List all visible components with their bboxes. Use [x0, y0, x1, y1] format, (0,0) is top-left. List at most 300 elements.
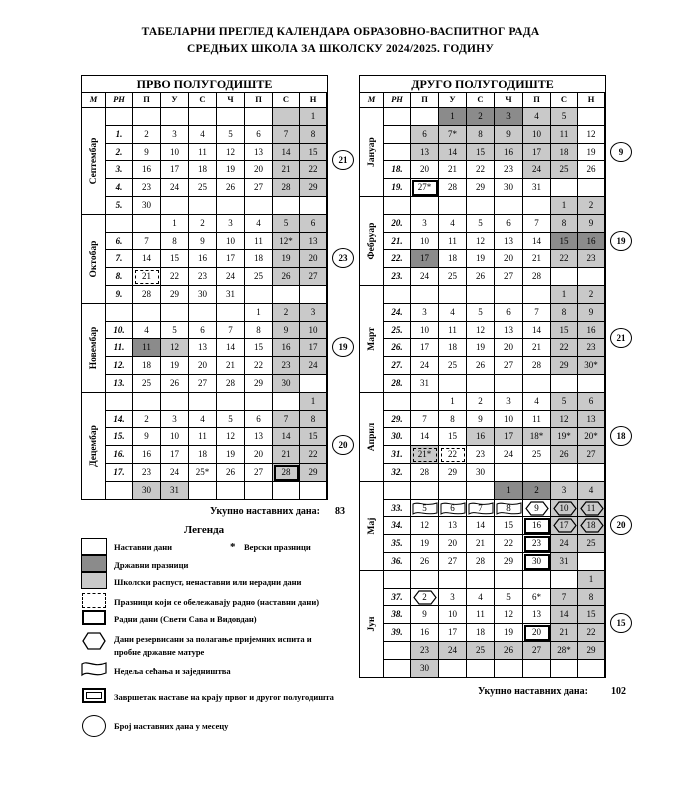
day-cell: 22	[578, 624, 605, 642]
day-cell	[495, 286, 523, 304]
day-cell: 30*	[578, 357, 605, 375]
day-cell	[133, 108, 161, 126]
day-cell	[273, 393, 300, 411]
day-cell	[245, 197, 273, 215]
day-cell: 10	[161, 144, 189, 162]
day-cell: 23	[273, 357, 300, 375]
day-cell: 13	[245, 144, 273, 162]
week-number: 25.	[384, 322, 411, 340]
day-cell: 24	[217, 268, 245, 286]
day-cell: 24	[551, 535, 578, 553]
legend-end-of-semester: Завршетак наставе на крају првог и другог полугодишта	[114, 692, 334, 702]
day-cell: 12	[411, 517, 439, 535]
day-cell: 20	[495, 339, 523, 357]
day-number: 17	[559, 520, 569, 531]
day-cell: 1	[551, 286, 578, 304]
day-cell	[578, 108, 605, 126]
day-cell	[411, 286, 439, 304]
week-number	[384, 108, 411, 126]
day-cell: 19	[161, 357, 189, 375]
day-cell	[495, 197, 523, 215]
day-cell: 2	[467, 108, 495, 126]
day-cell: 27	[495, 357, 523, 375]
day-cell: 13	[411, 144, 439, 162]
first-semester-title: ПРВО ПОЛУГОДИШТЕ	[82, 76, 327, 93]
day-cell: 30	[467, 464, 495, 482]
day-cell	[217, 197, 245, 215]
day-cell: 15	[439, 428, 467, 446]
day-cell: 24	[439, 642, 467, 660]
day-cell: 15	[300, 144, 327, 162]
day-cell: 13	[439, 517, 467, 535]
legend-bold-swatch	[82, 610, 106, 625]
month-name: Јануар	[366, 137, 377, 167]
month-name: Октобар	[88, 240, 99, 278]
day-cell	[495, 571, 523, 589]
day-cell: 29	[245, 375, 273, 393]
document-title-line1: ТАБЕЛАРНИ ПРЕГЛЕД КАЛЕНДАРА ОБРАЗОВНО-ВАСПИТНОГ РАДА	[141, 26, 540, 38]
day-number: 11	[586, 502, 596, 513]
day-cell: 22	[300, 161, 327, 179]
day-cell: 14	[411, 428, 439, 446]
day-cell: 12*	[273, 233, 300, 251]
day-cell	[245, 286, 273, 304]
monthly-count-circle: 18	[610, 426, 632, 446]
day-cell	[411, 197, 439, 215]
day-cell: 25	[467, 642, 495, 660]
day-cell: 5	[467, 215, 495, 233]
day-cell: 25*	[189, 464, 217, 482]
legend-dashed-swatch	[82, 593, 106, 608]
week-number	[384, 197, 411, 215]
legend-state-swatch	[81, 555, 107, 572]
day-cell: 20	[411, 161, 439, 179]
column-header: Ч	[495, 92, 523, 108]
monthly-count-circle: 19	[610, 231, 632, 251]
day-cell	[133, 304, 161, 322]
day-cell: 4	[133, 322, 161, 340]
monthly-count-circle: 20	[610, 515, 632, 535]
day-cell	[523, 375, 551, 393]
week-number: 16.	[106, 446, 133, 464]
day-cell: 12	[217, 144, 245, 162]
day-cell	[439, 571, 467, 589]
day-cell	[273, 108, 300, 126]
first-total-label: Укупно наставних дана:	[210, 506, 320, 517]
day-cell: 20	[245, 161, 273, 179]
day-cell: 17	[161, 446, 189, 464]
month-name: Јун	[366, 616, 377, 632]
week-number	[384, 393, 411, 411]
day-cell: 7*	[439, 126, 467, 144]
month-name: Децембар	[88, 424, 99, 467]
day-cell: 26	[161, 375, 189, 393]
day-cell: 25	[578, 535, 605, 553]
day-cell: 8	[551, 304, 578, 322]
day-cell: 13	[300, 233, 327, 251]
day-cell: 26	[217, 464, 245, 482]
day-cell: 17	[411, 250, 439, 268]
day-cell	[495, 464, 523, 482]
month-label	[82, 215, 106, 304]
day-cell: 5	[551, 393, 578, 411]
day-cell	[245, 393, 273, 411]
day-cell: 28	[523, 357, 551, 375]
day-cell: 18	[439, 250, 467, 268]
week-number: 12.	[106, 357, 133, 375]
day-cell: 6	[578, 393, 605, 411]
day-cell: 14	[439, 144, 467, 162]
day-cell: 4	[467, 589, 495, 607]
day-cell: 17	[439, 624, 467, 642]
column-header: П	[523, 92, 551, 108]
day-cell: 18	[189, 446, 217, 464]
day-cell: 28	[467, 553, 495, 571]
column-header: П	[245, 92, 273, 108]
day-cell: 6*	[523, 589, 551, 607]
day-cell: 30	[133, 197, 161, 215]
day-cell: 4	[245, 215, 273, 233]
day-cell: 28	[273, 464, 300, 482]
day-cell: 25	[439, 268, 467, 286]
day-cell: 3	[217, 215, 245, 233]
day-cell	[578, 660, 605, 678]
day-cell: 25	[523, 446, 551, 464]
day-cell	[467, 197, 495, 215]
day-cell	[273, 482, 300, 500]
day-cell: 13	[245, 428, 273, 446]
day-number: 10	[559, 502, 569, 513]
day-cell: 6	[245, 126, 273, 144]
day-cell	[411, 393, 439, 411]
day-cell: 26	[467, 268, 495, 286]
day-cell: 21	[273, 161, 300, 179]
day-cell: 4	[523, 393, 551, 411]
legend-remembrance-week: Недеља сећања и заједништва	[114, 666, 231, 676]
week-number	[106, 304, 133, 322]
day-cell	[495, 660, 523, 678]
day-cell: 15	[300, 428, 327, 446]
week-number: 13.	[106, 375, 133, 393]
week-number: 5.	[106, 197, 133, 215]
day-cell: 23	[411, 642, 439, 660]
document-title-line2: СРЕДЊИХ ШКОЛА ЗА ШКОЛСКУ 2024/2025. ГОДИНУ	[187, 43, 494, 55]
day-cell: 10	[161, 428, 189, 446]
day-cell: 8	[161, 233, 189, 251]
week-number: 22.	[384, 250, 411, 268]
day-number: 5	[422, 502, 427, 513]
day-cell: 27	[245, 464, 273, 482]
week-number: 39.	[384, 624, 411, 642]
day-cell: 21	[133, 268, 161, 286]
month-label	[360, 197, 384, 286]
day-cell	[133, 215, 161, 233]
day-cell	[578, 375, 605, 393]
legend-reserved-days: Дани резервисани за полагање пријемних испита и	[114, 634, 312, 644]
day-cell	[217, 393, 245, 411]
week-number: 32.	[384, 464, 411, 482]
day-cell	[217, 304, 245, 322]
day-cell: 21*	[411, 446, 439, 464]
day-cell: 10	[217, 233, 245, 251]
day-cell: 14	[523, 233, 551, 251]
week-number: 24.	[384, 304, 411, 322]
monthly-count-circle: 20	[332, 435, 354, 455]
day-cell	[439, 375, 467, 393]
day-cell: 17	[495, 428, 523, 446]
monthly-count-circle: 21	[610, 328, 632, 348]
day-cell	[578, 268, 605, 286]
day-cell: 21	[523, 250, 551, 268]
column-header: У	[161, 92, 189, 108]
day-cell	[189, 197, 217, 215]
day-cell: 17	[411, 339, 439, 357]
day-cell: 10	[495, 411, 523, 429]
day-cell: 27*	[411, 179, 439, 197]
first-total-value: 83	[335, 506, 345, 517]
day-cell: 2	[133, 126, 161, 144]
month-label	[360, 482, 384, 571]
day-cell: 6	[495, 215, 523, 233]
day-cell: 21	[467, 535, 495, 553]
day-cell: 27	[189, 375, 217, 393]
monthly-count-circle: 21	[332, 150, 354, 170]
month-name: Април	[366, 422, 377, 452]
day-cell: 6	[411, 126, 439, 144]
month-label	[82, 304, 106, 393]
day-cell: 15	[495, 517, 523, 535]
week-number: 29.	[384, 411, 411, 429]
monthly-count-circle: 15	[610, 613, 632, 633]
day-cell	[189, 304, 217, 322]
week-number: 9.	[106, 286, 133, 304]
day-cell: 30	[523, 553, 551, 571]
day-cell: 7	[133, 233, 161, 251]
day-cell: 6	[300, 215, 327, 233]
day-cell: 25	[439, 357, 467, 375]
day-cell: 1	[551, 197, 578, 215]
day-cell	[300, 286, 327, 304]
day-cell: 20	[495, 250, 523, 268]
week-number: 35.	[384, 535, 411, 553]
day-cell: 16	[273, 339, 300, 357]
day-cell: 8	[300, 411, 327, 429]
day-cell: 19	[467, 250, 495, 268]
day-cell: 16	[578, 322, 605, 340]
day-cell: 2	[523, 482, 551, 500]
day-cell: 14	[217, 339, 245, 357]
day-cell: 23	[133, 179, 161, 197]
week-number: 26.	[384, 339, 411, 357]
day-cell	[439, 482, 467, 500]
day-cell: 10	[300, 322, 327, 340]
column-header: С	[273, 92, 300, 108]
day-cell: 6	[495, 304, 523, 322]
day-cell: 29	[467, 179, 495, 197]
month-label	[360, 571, 384, 678]
day-cell: 6	[189, 322, 217, 340]
day-cell: 22	[300, 446, 327, 464]
day-cell: 14	[273, 428, 300, 446]
day-cell: 11	[245, 233, 273, 251]
legend-religious-holidays: Верски празници	[244, 542, 311, 552]
day-cell: 9	[467, 411, 495, 429]
day-cell: 23	[189, 268, 217, 286]
column-header: Ч	[217, 92, 245, 108]
day-cell	[161, 393, 189, 411]
day-cell: 12	[161, 339, 189, 357]
day-cell: 5	[273, 215, 300, 233]
day-cell: 28	[439, 179, 467, 197]
day-cell: 7	[523, 304, 551, 322]
day-cell: 1	[439, 393, 467, 411]
day-cell: 7	[273, 126, 300, 144]
day-cell: 8	[551, 215, 578, 233]
day-cell	[551, 375, 578, 393]
week-number: 6.	[106, 233, 133, 251]
day-cell: 13	[189, 339, 217, 357]
day-cell: 3	[300, 304, 327, 322]
week-number: 20.	[384, 215, 411, 233]
day-cell: 28	[411, 464, 439, 482]
legend-state-holidays: Државни празници	[114, 560, 189, 570]
day-cell: 19	[495, 624, 523, 642]
day-cell: 16	[133, 446, 161, 464]
day-cell	[578, 179, 605, 197]
day-cell: 1	[439, 108, 467, 126]
day-cell	[273, 197, 300, 215]
day-cell	[189, 482, 217, 500]
week-number: 14.	[106, 411, 133, 429]
day-cell: 12	[551, 411, 578, 429]
day-cell: 20	[439, 535, 467, 553]
day-cell	[551, 464, 578, 482]
day-number: 8	[506, 502, 511, 513]
week-number: 11.	[106, 339, 133, 357]
day-cell: 9	[411, 606, 439, 624]
day-cell	[551, 500, 578, 518]
day-cell: 15	[551, 233, 578, 251]
day-cell	[411, 571, 439, 589]
column-header: М	[82, 92, 106, 108]
day-cell: 11	[133, 339, 161, 357]
day-cell	[551, 268, 578, 286]
day-cell: 21	[551, 624, 578, 642]
second-semester-title: ДРУГО ПОЛУГОДИШТЕ	[360, 76, 605, 93]
legend-teaching-days: Наставни дани	[114, 542, 173, 552]
day-cell: 11	[439, 233, 467, 251]
legend-title: Легенда	[184, 524, 225, 536]
day-cell: 13	[578, 411, 605, 429]
day-cell: 23	[133, 464, 161, 482]
day-cell: 7	[523, 215, 551, 233]
day-cell: 13	[495, 322, 523, 340]
day-cell: 27	[245, 179, 273, 197]
column-header: П	[411, 92, 439, 108]
day-cell	[523, 500, 551, 518]
day-cell: 27	[300, 268, 327, 286]
legend-star: *	[230, 541, 236, 553]
day-cell: 1	[578, 571, 605, 589]
day-cell: 20	[300, 250, 327, 268]
day-cell: 7	[551, 589, 578, 607]
day-cell: 25	[245, 268, 273, 286]
day-cell: 16	[411, 624, 439, 642]
day-cell: 16	[133, 161, 161, 179]
month-name: Септембар	[88, 137, 99, 185]
day-cell: 23	[578, 250, 605, 268]
day-cell: 28	[273, 179, 300, 197]
day-cell: 26	[578, 161, 605, 179]
day-cell: 9	[578, 304, 605, 322]
day-cell: 28	[133, 286, 161, 304]
day-cell: 25	[551, 161, 578, 179]
day-cell: 31	[217, 286, 245, 304]
day-cell: 26	[411, 553, 439, 571]
day-cell: 7	[217, 322, 245, 340]
day-cell: 15	[467, 144, 495, 162]
day-cell: 15	[245, 339, 273, 357]
day-cell: 29	[578, 642, 605, 660]
day-cell: 19	[578, 144, 605, 162]
day-cell: 8	[578, 589, 605, 607]
day-cell: 1	[300, 393, 327, 411]
day-cell	[578, 500, 605, 518]
day-cell: 15	[551, 322, 578, 340]
column-header: М	[360, 92, 384, 108]
day-cell: 7	[273, 411, 300, 429]
day-cell: 12	[467, 322, 495, 340]
day-cell: 12	[578, 126, 605, 144]
week-number	[384, 642, 411, 660]
day-cell: 18	[467, 624, 495, 642]
day-cell	[439, 500, 467, 518]
day-cell: 26	[551, 446, 578, 464]
day-cell	[273, 286, 300, 304]
day-cell: 11	[189, 428, 217, 446]
day-cell	[217, 482, 245, 500]
day-cell	[467, 660, 495, 678]
day-cell: 24	[495, 446, 523, 464]
day-cell: 5	[217, 126, 245, 144]
day-cell: 22	[551, 250, 578, 268]
day-cell	[523, 571, 551, 589]
day-cell: 19	[411, 535, 439, 553]
week-number	[384, 286, 411, 304]
day-cell: 12	[467, 233, 495, 251]
column-header: П	[133, 92, 161, 108]
day-cell: 12	[217, 428, 245, 446]
week-number: 1.	[106, 126, 133, 144]
month-label	[360, 286, 384, 393]
day-cell: 29	[161, 286, 189, 304]
day-cell	[217, 108, 245, 126]
day-cell	[467, 286, 495, 304]
day-cell: 10	[439, 606, 467, 624]
day-cell: 21	[217, 357, 245, 375]
day-cell: 10	[523, 126, 551, 144]
day-cell: 19	[273, 250, 300, 268]
day-cell: 9	[133, 428, 161, 446]
day-cell: 23	[467, 446, 495, 464]
day-cell: 27	[523, 642, 551, 660]
month-name: Март	[366, 327, 377, 351]
second-total-value: 102	[611, 686, 626, 697]
day-cell: 31	[161, 482, 189, 500]
day-cell	[523, 464, 551, 482]
day-cell: 26	[217, 179, 245, 197]
day-cell: 14	[551, 606, 578, 624]
